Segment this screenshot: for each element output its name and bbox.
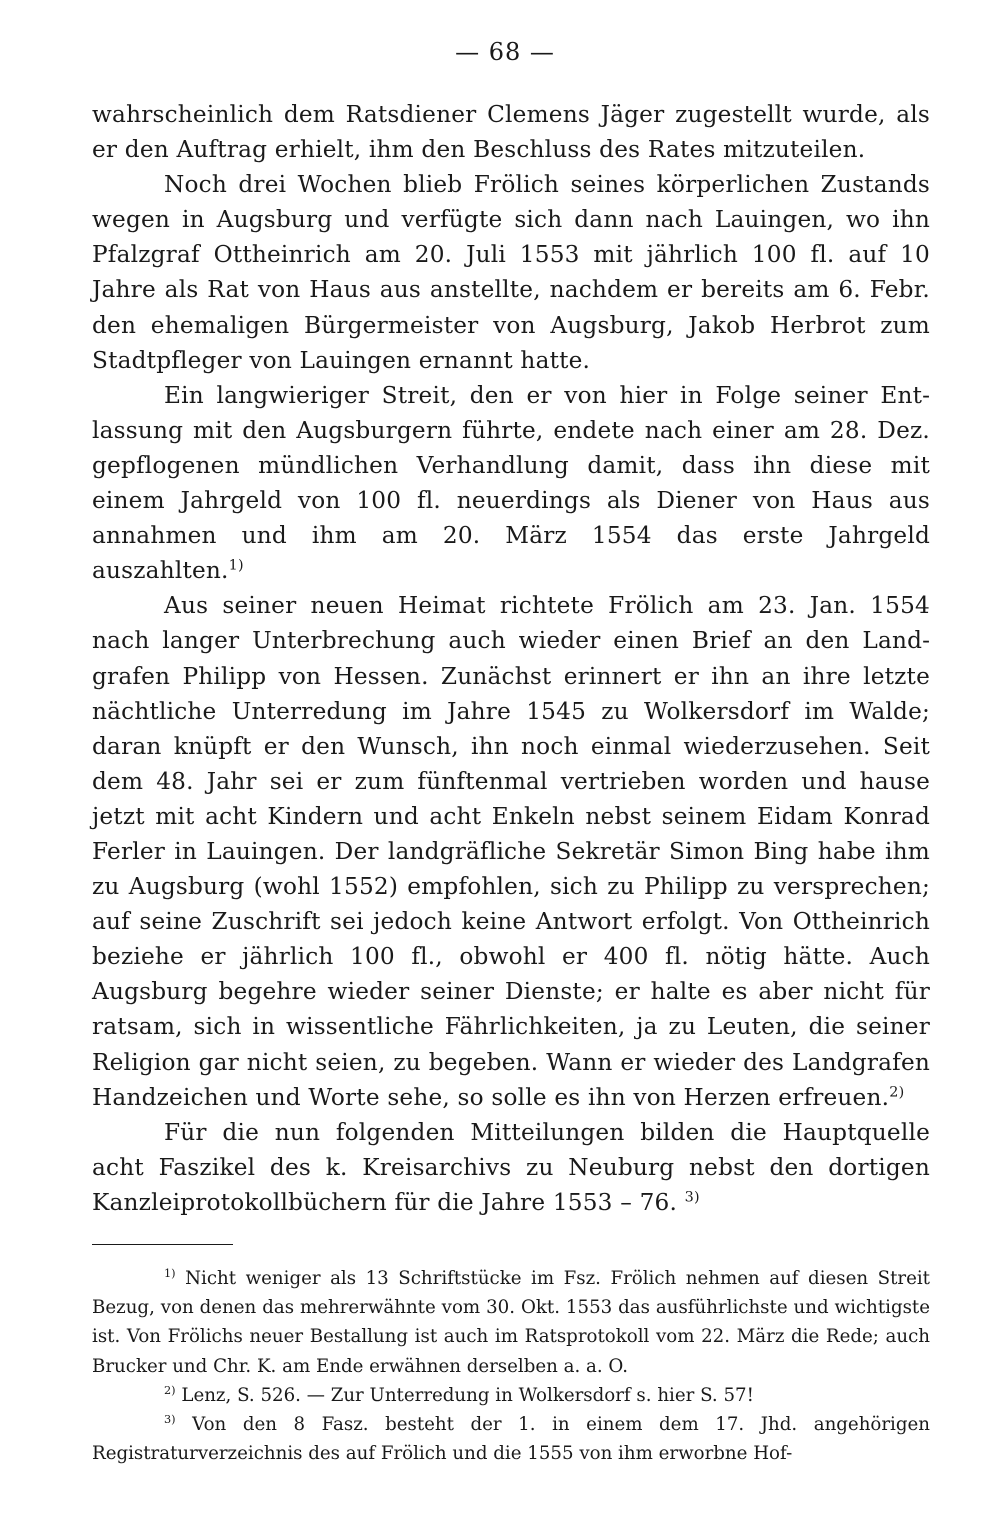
footnote-ref-2[interactable]: 2) bbox=[889, 1084, 905, 1100]
paragraph-text: Ein langwieriger Streit, den er von hier in Folge seiner Entlassung mit den Augsburgern führte, endete nach einer am 28. Dez. gepflogenen mündlichen Verhandlung damit, dass ihn diese mit einem Jahrgeld von 100 fl. neuerdings als Diener von Haus aus annahmen und ihm am 20. März 1554 das erste Jahrgeld auszahlten. bbox=[92, 381, 930, 585]
paragraph-text: Noch drei Wochen blieb Frölich seines körperlichen Zustands wegen in Augsburg und verfügte sich dann nach Lauingen, wo ihn Pfalzgraf Ottheinrich am 20. Juli 1553 mit jährlich 100 fl. auf 10 Jahre als Rat von Haus aus anstellte, nachdem er bereits am 6. Febr. den ehemaligen Bürgermeister von Augsburg, Jakob Herbrot zum Stadtpfleger von Lauingen ernannt hatte. bbox=[92, 171, 930, 374]
footnote-ref-number: 3 bbox=[684, 1189, 694, 1206]
footnote-mark: 3 bbox=[164, 1413, 172, 1427]
paragraph-5 bbox=[92, 1115, 930, 1220]
footnote-ref-number: 2 bbox=[889, 1084, 899, 1100]
paragraph-3 bbox=[92, 378, 930, 589]
footnote-ref-number: 1 bbox=[228, 557, 238, 574]
footnote-divider bbox=[92, 1244, 233, 1245]
footnote-mark: 2 bbox=[164, 1384, 172, 1398]
footnote-2: $^{2)}$ Lenz, S. 526. — Zur Unterredung in Wolkersdorf s. hier S. 57! bbox=[164, 1384, 754, 1406]
footnote-ref-3[interactable]: 3) bbox=[684, 1189, 700, 1206]
footnote-text: Nicht weniger als 13 Schriftstücke im Fsz. Frölich nehmen auf diesen Streit Bezug, von denen das mehrerwähnte vom 30. Okt. 1553 das ausführlichste und wichtigste ist. Von Frölichs neuer Bestallung ist auch im Ratsprotokoll vom 22. März die Rede; auch Brucker und Chr. K. am Ende erwähnen derselben a. a. O. bbox=[92, 1268, 930, 1377]
page-number: — 68 — bbox=[455, 38, 555, 66]
footnotes bbox=[92, 1264, 930, 1468]
paragraph-4 bbox=[92, 588, 930, 1114]
footnote-text: Von den 8 Fasz. besteht der 1. in einem dem 17. Jhd. angehörigen Registraturverzeichnis des auf Frölich und die 1555 von ihm erworbne Hof- bbox=[92, 1414, 930, 1465]
footnote-3: $^{3)}$ Von den 8 Fasz. besteht der 1. in einem dem 17. Jhd. angehörigen Registraturverzeichnis des auf Frölich und die 1555 von ihm erworbne Hof- bbox=[92, 1413, 930, 1465]
paragraph-text: Für die nun folgenden Mitteilungen bilden die Hauptquelle acht Faszikel des k. Kreisarchivs zu Neuburg nebst den dortigen Kanzleiprotokollbüchern für die Jahre 1553 – 76. bbox=[92, 1118, 930, 1216]
paragraph-text: Aus seiner neuen Heimat richtete Frölich am 23. Jan. 1554 nach langer Unterbrechung auch wieder einen Brief an den Landgrafen Philipp von Hessen. Zunächst erinnert er ihn an ihre letzte nächtliche Unterredung im Jahre 1545 zu Wolkersdorf im Walde; daran knüpft er den Wunsch, ihn noch einmal wiederzusehen. Seit dem 48. Jahr sei er zum fünftenmal vertrieben worden und hause jetzt mit acht Kindern und acht Enkeln nebst seinem Eidam Konrad Ferler in Lauingen. Der landgräfliche Sekretär Simon Bing habe ihm zu Augsburg (wohl 1552) empfohlen, sich zu Philipp zu versprechen; auf seine Zuschrift sei jedoch keine Antwort erfolgt. Von Ottheinrich beziehe er jährlich 100 fl., obwohl er 400 fl. nötig hätte. Auch Augsburg begehre wieder seiner Dienste; er halte es aber nicht für ratsam, sich in wissentliche Fährlichkeiten, ja zu Leuten, die seiner Religion gar nicht seien, zu begeben. Wann er wieder des Landgrafen Handzeichen und Worte sehe, so solle es ihn von Herzen erfreuen. bbox=[92, 592, 930, 1111]
paragraph-2 bbox=[92, 167, 930, 378]
footnote-mark: 1 bbox=[164, 1267, 172, 1281]
footnote-text: Lenz, S. 526. — Zur Unterredung in Wolkersdorf s. hier S. 57! bbox=[181, 1384, 754, 1406]
paragraph-1 bbox=[92, 97, 930, 167]
main-text bbox=[92, 97, 930, 1220]
paragraph-text: wahrscheinlich dem Ratsdiener Clemens Jäger zugestellt wurde, als er den Auftrag erhielt, ihm den Beschluss des Rates mitzuteilen. bbox=[92, 101, 930, 164]
footnote-1: $^{1)}$ Nicht weniger als 13 Schriftstücke im Fsz. Frölich nehmen auf diesen Streit Bezug, von denen das mehrerwähnte vom 30. Okt. 1553 das ausführlichste und wichtigste ist. Von Frölichs neuer Bestallung ist auch im Ratsprotokoll vom 22. März die Rede; auch Brucker und Chr. K. am Ende erwähnen derselben a. a. O. bbox=[92, 1267, 930, 1377]
footnote-ref-1[interactable]: 1) bbox=[228, 557, 244, 574]
